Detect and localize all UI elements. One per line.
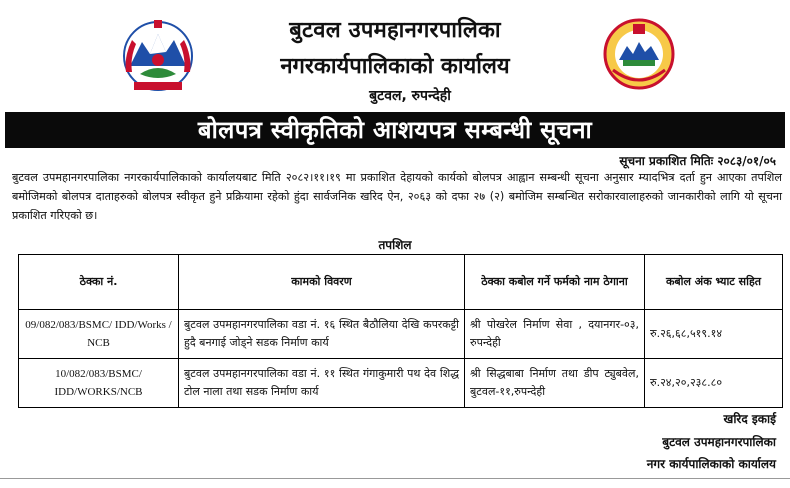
col-amount: कबोल अंक भ्याट सहित — [645, 255, 783, 310]
contract-no-cell: 09/082/083/BSMC/ IDD/Works / NCB — [19, 310, 179, 359]
office-name: नगरकार्यपालिकाको कार्यालय — [280, 54, 510, 79]
contracts-table — [18, 254, 783, 408]
published-label: सूचना प्रकाशित मितिः — [619, 154, 714, 168]
amount-cell: रु.२४,२०,२३८.८० — [645, 359, 783, 408]
col-description: कामको विवरण — [179, 255, 465, 310]
contract-no-cell: 10/082/083/BSMC/ IDD/WORKS/NCB — [19, 359, 179, 408]
notice-body: बुटवल उपमहानगरपालिका नगरकार्यपालिकाको कार्यालयबाट मिति २०८२।११।१९ मा प्रकाशित देहायको कार्यको बोलपत्र आह्वान सम्बन्धी सूचना अनुसार म्यादभित्र दर्ता हुन आएका तपशिल बमोजिमको बोलपत्र दाताहरुको बोलपत्र स्वीकृत हुने प्रक्रियामा रहेको हुंदा सार्वजनिक खरिद ऐन, २०६३ को दफा २७ (२) बमोजिम सम्बन्धित सरोकारवालाहरुको जानकारीको लागि यो सूचना प्रकाशित गरिएको छ। — [12, 171, 782, 222]
col-contract-no: ठेक्का नं. — [19, 255, 179, 310]
municipality-name: बुटवल उपमहानगरपालिका — [289, 18, 501, 43]
table-row — [19, 310, 783, 359]
description-cell: बुटवल उपमहानगरपालिका वडा नं. ११ स्थित गंगाकुमारी पथ देव शिद्ध टोल नाला तथा सडक निर्माण कार्य — [179, 359, 465, 408]
contractor-cell: श्री सिद्धबाबा निर्माण तथा डीप ट्युबवेल, बुटवल-११,रुपन्देही — [465, 359, 645, 408]
signature-unit: खरिद इकाई — [723, 412, 776, 426]
signature-office: नगर कार्यपालिकाको कार्यालय — [646, 457, 776, 471]
published-date: २०८३/०१/०५ — [717, 154, 776, 168]
amount-cell: रु.२६,६८,५१९.१४ — [645, 310, 783, 359]
col-contractor: ठेक्का कबोल गर्ने फर्मको नाम ठेगाना — [465, 255, 645, 310]
signature-municipality: बुटवल उपमहानगरपालिका — [662, 435, 776, 449]
notice-title-banner: बोलपत्र स्वीकृतिको आशयपत्र सम्बन्धी सूचना — [5, 112, 785, 148]
description-cell: बुटवल उपमहानगरपालिका वडा नं. १६ स्थित बैठौलिया देखि कपरकट्टी हुदै बनगाई जोड्ने सडक निर्माण कार्य — [179, 310, 465, 359]
office-address: बुटवल, रुपन्देही — [369, 88, 451, 104]
table-row — [19, 359, 783, 408]
bottom-divider — [0, 478, 790, 479]
table-header-row — [19, 255, 783, 310]
contractor-cell: श्री पोखरेल निर्माण सेवा , दयानगर-०३, रुपन्देही — [465, 310, 645, 359]
published-date-line — [619, 152, 776, 169]
tapasil-heading: तपशिल — [378, 238, 412, 252]
